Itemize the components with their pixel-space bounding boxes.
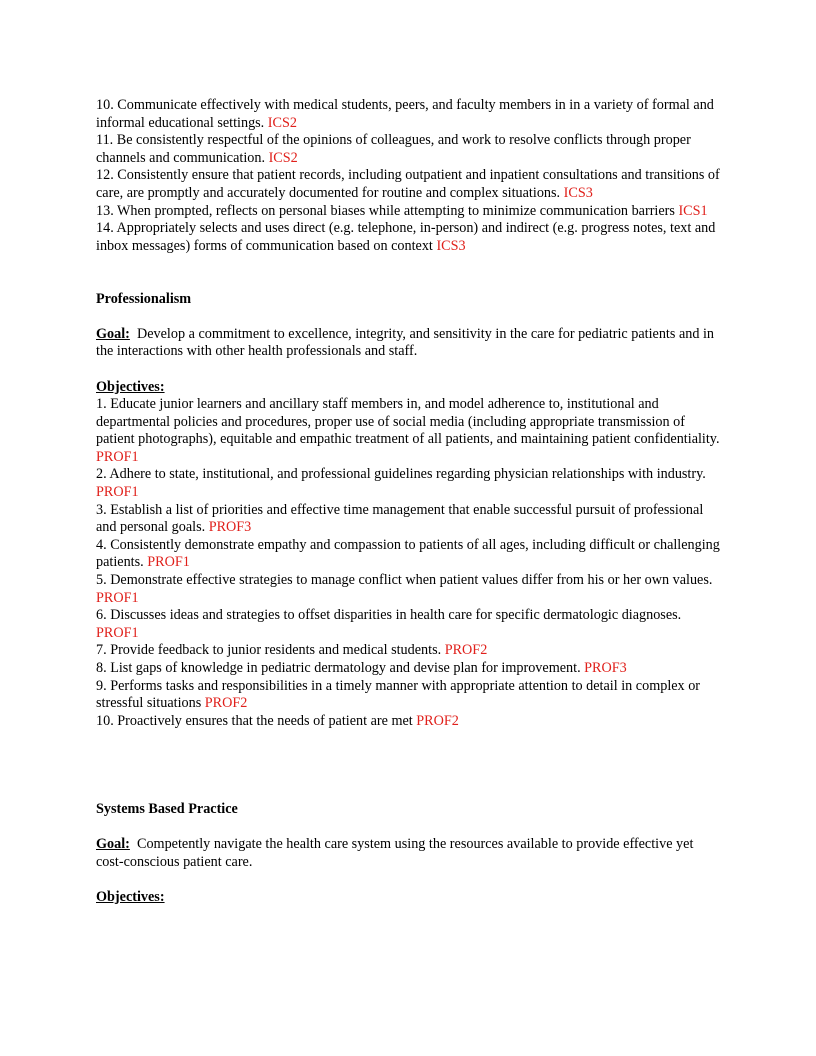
competency-code: PROF1: [147, 554, 190, 571]
competency-code: ICS2: [267, 114, 297, 131]
prof-objective-7: 7. Provide feedback to junior residents and medical students. PROF2: [96, 642, 488, 659]
prof-objective-9: 9. Performs tasks and responsibilities in a timely manner with appropriate attention to detail in complex or stressful situations PROF2: [96, 677, 701, 712]
competency-code: ICS3: [436, 237, 466, 254]
systems-goal: Goal: Competently navigate the health care system using the resources available to provide effective yet cost-conscious patient care.: [96, 835, 694, 870]
professionalism-objectives-label: Objectives:: [96, 378, 165, 395]
prof-objective-4: 4. Consistently demonstrate empathy and compassion to patients of all ages, including difficult or challenging patients. PROF1: [96, 536, 720, 571]
competency-code: PROF1: [96, 589, 139, 606]
prof-objective-2: 2. Adhere to state, institutional, and professional guidelines regarding physician relationships with industry. PROF1: [96, 466, 706, 501]
competency-code: PROF3: [208, 519, 252, 536]
goal-label: Goal:: [96, 835, 130, 852]
prof-objective-6: 6. Discusses ideas and strategies to offset disparities in health care for specific dermatologic diagnoses. PROF1: [96, 607, 682, 641]
professionalism-heading: Professionalism: [96, 290, 192, 307]
prof-objective-1: 1. Educate junior learners and ancillary staff members in, and model adherence to, institutional and departmental policies and procedures, proper use of social media (including appropriate transmission of patient photographs), equitable and empathic treatment of all patients, and maintaining patient confidentiality. PROF1: [96, 396, 720, 465]
competency-code: ICS3: [563, 184, 593, 201]
competency-code: PROF2: [416, 712, 459, 729]
ics-objective-11: 11. Be consistently respectful of the opinions of colleagues, and work to resolve conflicts through proper channels and communication. ICS2: [96, 132, 691, 166]
ics-objective-13: 13. When prompted, reflects on personal biases while attempting to minimize communication barriers ICS1: [96, 202, 708, 219]
prof-objective-10: 10. Proactively ensures that the needs of patient are met PROF2: [96, 712, 459, 729]
competency-code: PROF1: [96, 448, 139, 465]
prof-objective-5: 5. Demonstrate effective strategies to manage conflict when patient values differ from his or her own values. PROF1: [96, 572, 713, 606]
prof-objective-8: 8. List gaps of knowledge in pediatric dermatology and devise plan for improvement. PROF3: [96, 660, 627, 676]
competency-code: ICS2: [268, 149, 298, 166]
ics-objective-12: 12. Consistently ensure that patient records, including outpatient and inpatient consultations and transitions of care, are promptly and accurately documented for routine and complex situations. ICS3: [96, 167, 720, 201]
systems-objectives-label: Objectives:: [96, 888, 165, 905]
competency-code: PROF2: [204, 695, 248, 712]
ics-objective-10: 10. Communicate effectively with medical students, peers, and faculty members in in a variety of formal and informal educational settings. ICS2: [96, 97, 714, 131]
ics-objective-14: 14. Appropriately selects and uses direct (e.g. telephone, in-person) and indirect (e.g. progress notes, text and inbox messages) forms of communication based on context ICS3: [96, 220, 716, 254]
professionalism-objectives-list: [96, 396, 722, 730]
ics-objectives-list: [96, 97, 722, 255]
professionalism-goal: Goal: Develop a commitment to excellence, integrity, and sensitivity in the care for pediatric patients and in the interactions with other health professionals and staff.: [96, 325, 715, 360]
competency-code: PROF1: [96, 624, 139, 641]
prof-objective-3: 3. Establish a list of priorities and effective time management that enable successful pursuit of professional and personal goals. PROF3: [96, 501, 704, 536]
systems-heading: Systems Based Practice: [96, 800, 238, 817]
goal-label: Goal:: [96, 325, 130, 342]
competency-code: PROF3: [584, 660, 627, 676]
competency-code: PROF1: [96, 484, 139, 501]
document-page: [96, 97, 722, 906]
competency-code: ICS1: [678, 202, 708, 219]
competency-code: PROF2: [444, 642, 488, 659]
